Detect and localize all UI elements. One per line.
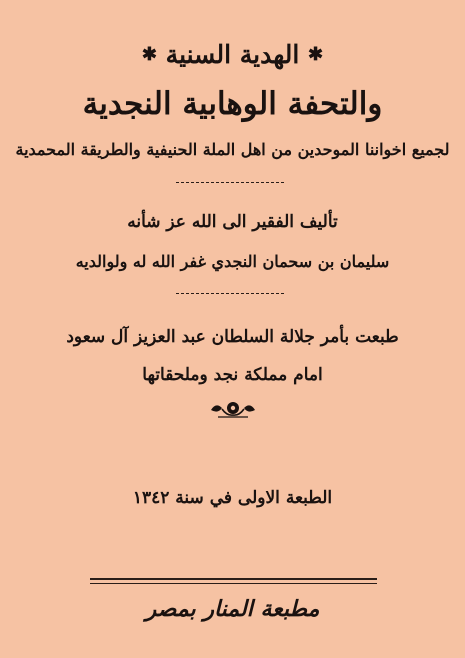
book-title-top	[0, 40, 465, 69]
double-rule-top	[90, 578, 377, 580]
press-name: مطبعة المنار بمصر	[145, 596, 320, 622]
subtitle: لجميع اخواننا الموحدين من اهل الملة الحنيفية والطريقة المحمدية	[15, 140, 450, 159]
title-line-2: والتحفة الوهابية النجدية	[82, 86, 383, 122]
star-ornament-left: ✱	[141, 44, 157, 65]
title-line-1: الهدية السنية	[165, 40, 300, 69]
author-line-2: سليمان بن سحمان النجدي غفر الله له ولوالديه	[75, 252, 390, 271]
divider-2	[176, 293, 284, 294]
floral-ornament-icon	[208, 398, 258, 420]
star-ornament-right: ✱	[308, 44, 324, 65]
double-rule-bottom	[90, 583, 377, 584]
printed-by-line-2: امام مملكة نجد وملحقاتها	[142, 365, 323, 385]
divider-1	[176, 182, 284, 183]
author-line-1: تأليف الفقير الى الله عز شأنه	[127, 212, 338, 232]
printed-by-line-1: طبعت بأمر جلالة السلطان عبد العزيز آل سعود	[66, 327, 399, 347]
edition-line: الطبعة الاولى في سنة ١٣٤٢	[132, 488, 333, 508]
